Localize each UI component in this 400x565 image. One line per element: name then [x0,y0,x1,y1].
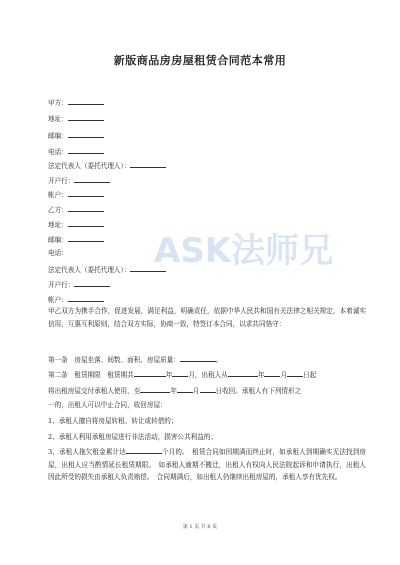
party-b-blank [68,204,104,212]
item-1: 1、承租人擅自将房屋转租、转让或转借的； [48,417,178,425]
item-3-text: 个月的。 租赁合同如因期满而终止时，如承租人到期确实无法找到房屋，出租人应当酌情延长租赁期限。 如承租人逾期不搬迁，出租人有权向人民法院起诉和申请执行，出租人因此所受的损失由承租人负责赔偿。 合同期满后，如出租人仍继续出租房屋的，承租人享有优先权。 [48,448,366,481]
blank [287,369,303,377]
clause-2-text: 将出租房屋交付承租人使用，至 [48,387,141,395]
field-label: 开户行： [48,281,75,289]
bank-b-blank [74,279,110,287]
address-b-field [48,219,104,230]
clause-1-end: 。 [215,356,223,364]
postcode-a-blank [68,130,104,138]
field-label: 开户行： [48,177,75,185]
party-a-blank [68,97,104,105]
account-b-blank [68,294,104,302]
account-a-blank [68,189,104,197]
party-a-field [48,97,104,108]
bank-a-field [48,175,110,186]
address-b-blank [68,219,104,227]
field-label: 电话： [48,148,68,156]
postcode-b-blank [68,234,104,242]
field-label: 邮编： [48,132,68,140]
address-a-field [48,113,104,124]
field-label: 帐户： [48,296,68,304]
clause-2-line-3: 一的，出租人可以中止合同，收回房屋： [48,401,167,409]
document-title: 新版商品房房屋租赁合同范本常用 [113,54,287,67]
field-label: 甲方： [48,99,68,107]
clause-1 [48,354,222,365]
rep-b-blank [130,264,166,272]
address-a-blank [68,113,104,121]
phone-a-field [48,146,104,157]
item-2: 2、承租人利用承租房屋进行非法活动，损害公共利益的； [48,433,218,441]
field-label: 法定代表人（委托代理人）： [48,162,131,170]
party-b-field [48,204,104,215]
clause-2-text: 月 [280,371,288,379]
bank-b-field [48,279,110,290]
rep-a-blank [130,160,166,168]
clause-2-text: 年 [170,387,177,395]
postcode-b-field [48,234,104,245]
clause-2-text: 日收回。承租人有下列情形之 [215,387,302,395]
postcode-a-field [48,130,104,141]
blank [172,369,188,377]
clause-2-text: 日起 [303,371,317,379]
field-label: 地址： [48,115,68,123]
watermark-text: ASK法师兄 [154,231,334,271]
rep-a-field [48,160,166,171]
field-label: 地址： [48,221,68,229]
clause-1-blank [180,354,216,362]
account-a-field [48,189,104,200]
rep-b-field [48,264,166,275]
clause-2-text: 年 [165,371,173,379]
item-3 [48,446,366,484]
blank [228,369,258,377]
field-label: 电话： [48,249,68,257]
page-footer: 第 1 页 共 8 页 [182,524,218,530]
account-b-field [48,294,104,305]
clause-2-text: 第二条 租赁期限 租赁期共 [48,371,134,379]
item-3-text: 3、承租人拖欠租金累计达 [48,448,126,456]
clause-1-text: 第一条 房屋坐落、间数、面积、房屋质量： [48,356,180,364]
intro-paragraph: 甲乙双方为携手合作，促进发展，满足利益，明确责任，依据中华人民共和国有关法律之相关规定，本着诚实信用，互惠互利原则，结合双方实际，协商一致，特签订本合同，以求共同恪守： [48,307,366,328]
blank [200,385,216,393]
clause-2-line-2 [48,385,301,396]
bank-a-blank [74,175,110,183]
clause-2-text: 月，出租人从 [188,371,228,379]
watermark-logo [150,218,334,278]
field-label: 帐户： [48,191,68,199]
item-3-blank [126,446,162,454]
phone-a-blank [68,146,104,154]
blank [264,369,280,377]
blank [177,385,193,393]
clause-2-text: 月 [192,387,200,395]
field-label: 法定代表人（委托代理人）： [48,266,131,274]
blank [140,385,170,393]
phone-b-field [48,249,68,258]
clause-2-text: 年 [257,371,265,379]
field-label: 邮编： [48,236,68,244]
clause-2-line-1 [48,369,316,380]
field-label: 乙方： [48,206,68,214]
blank [134,369,166,377]
